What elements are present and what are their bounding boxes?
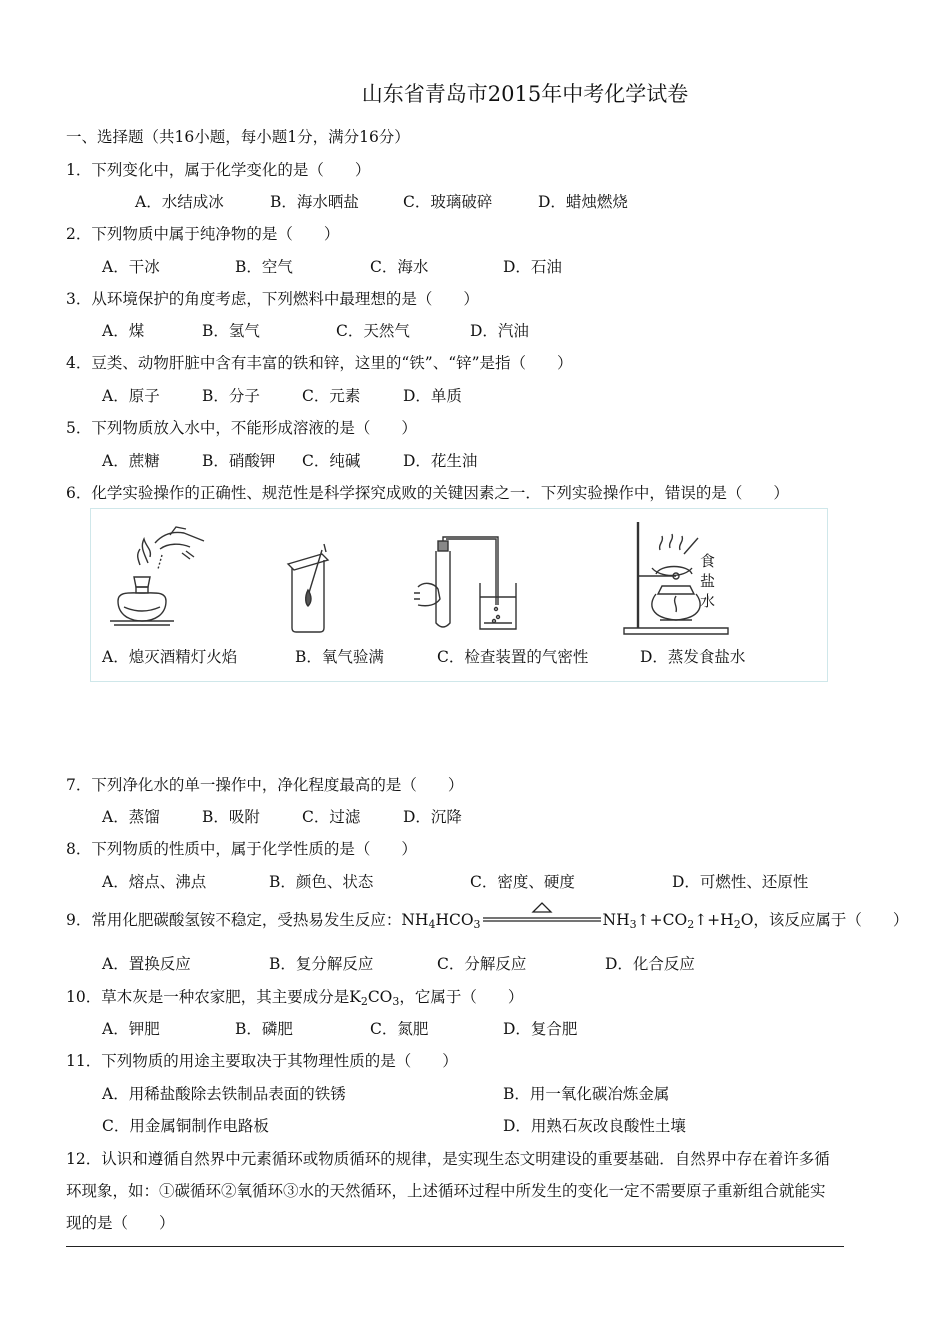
q2-option-a: A．干冰 — [102, 258, 160, 276]
question-12-line-1: 12．认识和遵循自然界中元素循环或物质循环的规律，是实现生态文明建设的重要基础．自然界中存在着许多循 — [66, 1150, 830, 1168]
q2-option-d: D．石油 — [503, 258, 562, 276]
q10-option-d: D．复合肥 — [503, 1020, 578, 1038]
q6-option-c: C．检查装置的气密性 — [437, 648, 589, 666]
q11-option-d: D．用熟石灰改良酸性土壤 — [503, 1117, 686, 1135]
q10-option-a: A．钾肥 — [102, 1020, 160, 1038]
question-8: 8．下列物质的性质中，属于化学性质的是（ ） — [66, 840, 417, 858]
q9-sub: 4 — [428, 918, 436, 931]
q9-sub: 2 — [733, 918, 741, 931]
heat-triangle-icon — [481, 902, 603, 928]
label-shui: 水 — [700, 592, 716, 610]
q5-option-c: C．纯碱 — [302, 452, 361, 470]
section-heading: 一、选择题（共16小题，每小题1分，满分16分） — [66, 128, 410, 146]
q9-products: NH — [602, 911, 630, 929]
q6-option-d: D．蒸发食盐水 — [640, 648, 746, 666]
label-shi: 食 — [700, 552, 716, 570]
footer-rule — [66, 1246, 844, 1247]
q8-option-b: B．颜色、状态 — [269, 873, 374, 891]
question-5: 5．下列物质放入水中，不能形成溶液的是（ ） — [66, 419, 417, 437]
q8-option-a: A．熔点、沸点 — [102, 873, 207, 891]
question-11: 11．下列物质的用途主要取决于其物理性质的是（ ） — [66, 1052, 458, 1070]
heating-condition-arrow — [481, 912, 603, 930]
question-3: 3．从环境保护的角度考虑，下列燃料中最理想的是（ ） — [66, 290, 479, 308]
label-yan: 盐 — [700, 572, 716, 590]
q7-option-b: B．吸附 — [202, 808, 260, 826]
q7-option-c: C．过滤 — [302, 808, 361, 826]
question-7: 7．下列净化水的单一操作中，净化程度最高的是（ ） — [66, 776, 464, 794]
q4-option-c: C．元素 — [302, 387, 361, 405]
q9-option-b: B．复分解反应 — [269, 955, 374, 973]
q5-option-a: A．蔗糖 — [102, 452, 160, 470]
q10-option-c: C．氮肥 — [370, 1020, 429, 1038]
gas-jar-figure — [278, 540, 338, 635]
q3-option-c: C．天然气 — [336, 322, 410, 340]
q9-option-c: C．分解反应 — [437, 955, 527, 973]
q10-sub: 3 — [392, 995, 400, 1008]
question-1: 1．下列变化中，属于化学变化的是（ ） — [66, 161, 371, 179]
q9-stem-pre: 9．常用化肥碳酸氢铵不稳定，受热易发生反应：NH — [66, 911, 429, 929]
q10-option-b: B．磷肥 — [235, 1020, 293, 1038]
q9-option-a: A．置换反应 — [102, 955, 191, 973]
question-6: 6．化学实验操作的正确性、规范性是科学探究成败的关键因素之一．下列实验操作中，错误的是（ ） — [66, 484, 789, 502]
q3-option-a: A．煤 — [102, 322, 145, 340]
q9-sub: 2 — [687, 918, 695, 931]
q5-option-b: B．硝酸钾 — [202, 452, 276, 470]
question-10 — [66, 985, 523, 1007]
q4-option-d: D．单质 — [403, 387, 462, 405]
q6-option-b: B．氧气验满 — [295, 648, 384, 666]
question-12-line-2: 环现象，如：①碳循环②氧循环③水的天然循环，上述循环过程中所发生的变化一定不需要原子重新组合就能实 — [66, 1182, 826, 1200]
q10-sub: 2 — [360, 995, 368, 1008]
q9-products-rest2: ↑+H — [694, 911, 734, 929]
q7-option-d: D．沉降 — [403, 808, 462, 826]
q10-stem-end: ，它属于（ ） — [399, 988, 524, 1006]
q4-option-b: B．分子 — [202, 387, 260, 405]
q9-sub: 3 — [473, 918, 481, 931]
q8-option-c: C．密度、硬度 — [470, 873, 575, 891]
q9-products-rest: ↑+CO — [636, 911, 688, 929]
alcohol-lamp-figure — [100, 525, 220, 635]
q1-option-d: D．蜡烛燃烧 — [538, 193, 628, 211]
question-9 — [66, 908, 908, 930]
question-2: 2．下列物质中属于纯净物的是（ ） — [66, 225, 340, 243]
q10-stem-pre: 10．草木灰是一种农家肥，其主要成分是K — [66, 988, 361, 1006]
question-12-line-3: 现的是（ ） — [66, 1214, 175, 1232]
q3-option-d: D．汽油 — [470, 322, 529, 340]
q11-option-c: C．用金属铜制作电路板 — [102, 1117, 269, 1135]
q9-stem-end: O，该反应属于（ ） — [740, 911, 909, 929]
q1-option-b: B．海水晒盐 — [270, 193, 359, 211]
q1-option-c: C．玻璃破碎 — [403, 193, 493, 211]
q4-option-a: A．原子 — [102, 387, 160, 405]
q6-option-a: A．熄灭酒精灯火焰 — [102, 648, 238, 666]
q11-option-b: B．用一氧化碳冶炼金属 — [503, 1085, 670, 1103]
airtightness-check-figure — [410, 535, 530, 635]
q5-option-d: D．花生油 — [403, 452, 478, 470]
page-title: 山东省青岛市2015年中考化学试卷 — [361, 82, 689, 106]
q3-option-b: B．氢气 — [202, 322, 260, 340]
question-4: 4．豆类、动物肝脏中含有丰富的铁和锌，这里的“铁”、“锌”是指（ ） — [66, 354, 573, 372]
q1-option-a: A．水结成冰 — [135, 193, 224, 211]
q7-option-a: A．蒸馏 — [102, 808, 160, 826]
q8-option-d: D．可燃性、还原性 — [672, 873, 809, 891]
q2-option-b: B．空气 — [235, 258, 293, 276]
q9-option-d: D．化合反应 — [605, 955, 695, 973]
q9-stem-mid: HCO — [435, 911, 474, 929]
q2-option-c: C．海水 — [370, 258, 429, 276]
q9-sub: 3 — [629, 918, 637, 931]
q10-stem-mid: CO — [367, 988, 393, 1006]
q11-option-a: A．用稀盐酸除去铁制品表面的铁锈 — [102, 1085, 346, 1103]
